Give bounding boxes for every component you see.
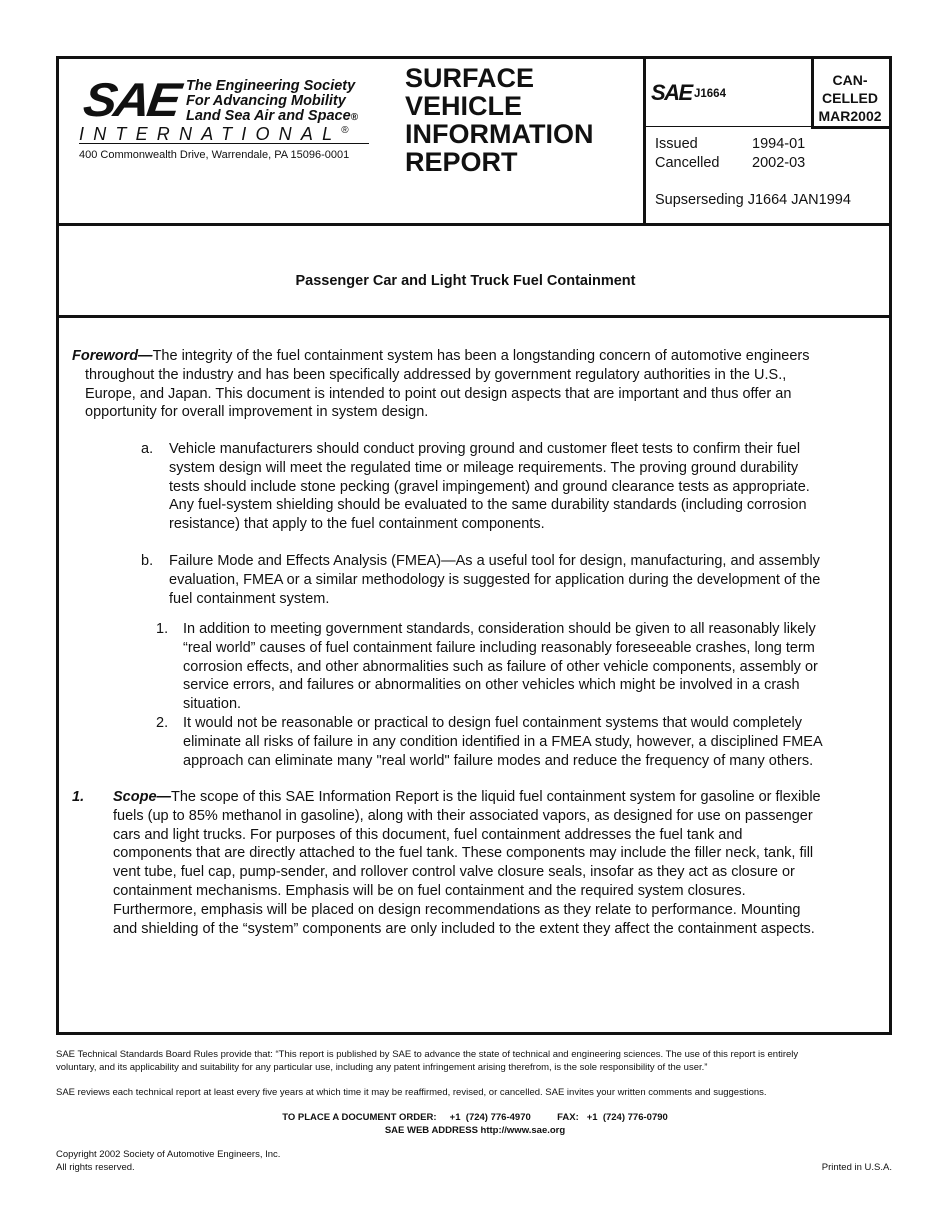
scope-line: fuels (up to 85% methanol in gasoline), along with their associated vapors, as designed for use on passenger xyxy=(113,807,813,824)
sae-logo: SAE xyxy=(80,73,182,127)
list-item-line: Vehicle manufacturers should conduct proving ground and customer fleet tests to confirm their fuel xyxy=(169,441,801,457)
foreword-line: Europe, and Japan. This document is intended to point out design aspects that are important and thus offer an xyxy=(85,385,792,402)
issued-value: 1994-01 xyxy=(752,136,806,152)
scope-line: vent tube, fuel cap, pump-sender, and rollover control valve closure seals, insofar as they act as closure or xyxy=(113,864,795,881)
logo-rule xyxy=(79,143,369,144)
sub-list-item-line: It would not be reasonable or practical to design fuel containment systems that would completely xyxy=(183,715,803,731)
header-vertical-divider xyxy=(643,59,646,223)
footer-review: SAE reviews each technical report at least every five years at which time it may be reaffirmed, revised, or cancelled. SAE invites your written comments and suggestions. xyxy=(56,1087,767,1098)
scope-line: cars and light trucks. For purposes of this document, fuel containment addresses the fuel tank and xyxy=(113,826,743,843)
tagline-line: The Engineering Society xyxy=(186,78,356,94)
list-item-line: tests should include stone pecking (gravel impingement) and ground clearance tests as appropriate. xyxy=(169,478,810,495)
list-item xyxy=(169,552,865,608)
list-item-line: Any fuel-system shielding should be evaluated to the same durability standards (including corrosion xyxy=(169,497,807,514)
international-wordmark: INTERNATIONAL® xyxy=(79,124,349,144)
scope-section xyxy=(113,788,865,938)
registered-mark: ® xyxy=(341,125,349,136)
scope-label: Scope— xyxy=(113,789,172,805)
document-number: J1664 xyxy=(694,88,726,100)
sub-list-item-line: corrosion effects, and other abnormalities such as failure of other vehicle components, assembly or xyxy=(183,658,818,675)
doc-type-line: REPORT xyxy=(405,147,518,177)
list-item-line: system design will meet the regulated time or mileage requirements. The proving ground durability xyxy=(169,459,799,476)
web-address: SAE WEB ADDRESS http://www.sae.org xyxy=(384,1125,566,1136)
sub-list-item-line: eliminate all risks of failure in any condition identified in a FMEA study, however, a disciplined FMEA xyxy=(183,733,823,750)
list-item-line: resistance) that apply to the fuel containment components. xyxy=(169,516,545,533)
meta-divider xyxy=(643,126,811,127)
item-marker: a. xyxy=(141,441,154,457)
scope-line: Furthermore, emphasis will be placed on design recommendations as they relate to performance. Mounting xyxy=(113,901,801,918)
foreword-line: Foreword—The integrity of the fuel containment system has been a longstanding concern of automotive engineers xyxy=(72,348,810,364)
foreword-label: Foreword— xyxy=(72,348,153,364)
scope-line: Scope—The scope of this SAE Information Report is the liquid fuel containment system for gasoline or flexible xyxy=(113,789,821,805)
footer-rules xyxy=(56,1049,896,1074)
copyright: Copyright 2002 Society of Automotive Engineers, Inc. xyxy=(56,1149,281,1160)
foreword-line: throughout the industry and has been specifically addressed by government regulatory authorities in the U.S., xyxy=(85,366,787,383)
list-item-line: fuel containment system. xyxy=(169,590,330,607)
scope-line: and shielding of the “system” components are only included to the extent they affect the containment aspects. xyxy=(113,920,815,937)
sae-small-logo: SAE xyxy=(651,80,692,105)
superseding-note: Supserseding J1664 JAN1994 xyxy=(655,192,851,208)
scope-line: containment mechanisms. Emphasis will be on fuel containment and the required system closures. xyxy=(113,882,746,899)
document-type xyxy=(405,64,593,176)
address: 400 Commonwealth Drive, Warrendale, PA 15096-0001 xyxy=(79,149,350,161)
doc-type-line: VEHICLE xyxy=(405,91,523,121)
rules-line: voluntary, and its applicability and suitability for any particular use, including any patent infringement arising therefrom, is the sole responsibility of the user.” xyxy=(56,1061,708,1073)
sub-list-item-line: “real world” causes of fuel containment failure including reasonably foreseeable crashes, long term xyxy=(183,639,815,656)
header-divider xyxy=(59,223,889,226)
registered-mark: ® xyxy=(350,112,359,123)
rules-line: SAE Technical Standards Board Rules provide that: “This report is published by SAE to advance the state of technical and engineering sciences. The use of this report is entirely xyxy=(56,1049,799,1060)
issued-label: Issued xyxy=(655,136,698,152)
cancelled-label: Cancelled xyxy=(655,155,720,171)
subitem-marker: 1. xyxy=(156,621,169,637)
doc-type-line: INFORMATION xyxy=(405,119,594,149)
sub-list-item-line: In addition to meeting government standards, consideration should be given to all reasonably likely xyxy=(183,621,816,637)
scope-line: components that are directly attached to the fuel tank. These components may include the filler neck, tank, fill xyxy=(113,845,814,862)
list-item xyxy=(169,440,865,534)
tagline-line: Land Sea Air and Space® xyxy=(186,108,359,124)
title-divider xyxy=(59,315,889,318)
sub-list-item-line: service errors, and failures or abnormalities on other vehicles which might be involved in a crash xyxy=(183,677,800,694)
order-info: TO PLACE A DOCUMENT ORDER: +1 (724) 776-4970 FAX: +1 (724) 776-0790 xyxy=(282,1112,668,1123)
doc-type-line: SURFACE xyxy=(405,63,535,93)
sub-list-item xyxy=(183,620,865,714)
status-line: CELLED xyxy=(822,90,878,106)
item-marker: b. xyxy=(141,553,154,569)
list-item-line: evaluation, FMEA or a similar methodology is suggested for application during the development of the xyxy=(169,571,821,588)
subitem-marker: 2. xyxy=(156,715,169,731)
foreword-section xyxy=(72,347,865,422)
document-title: Passenger Car and Light Truck Fuel Containment xyxy=(295,273,636,289)
foreword-line: opportunity for overall improvement in system design. xyxy=(85,404,429,421)
cancelled-value: 2002-03 xyxy=(752,155,806,171)
list-item-line: Failure Mode and Effects Analysis (FMEA)—As a useful tool for design, manufacturing, and assembly xyxy=(169,553,820,569)
status-box xyxy=(811,71,889,125)
logo-tagline xyxy=(186,79,358,125)
status-line: MAR2002 xyxy=(818,108,882,124)
scope-number: 1. xyxy=(72,789,85,805)
printed-in: Printed in U.S.A. xyxy=(821,1162,892,1173)
sub-list-item-line: situation. xyxy=(183,696,242,713)
sub-list-item-line: approach can eliminate many "real world" failure modes and reduce the frequency of many others. xyxy=(183,752,814,769)
rights-reserved: All rights reserved. xyxy=(56,1162,135,1173)
status-box-bottom xyxy=(811,126,892,129)
sub-list-item xyxy=(183,714,865,770)
tagline-line: For Advancing Mobility xyxy=(186,93,346,109)
status-line: CAN- xyxy=(832,72,868,88)
